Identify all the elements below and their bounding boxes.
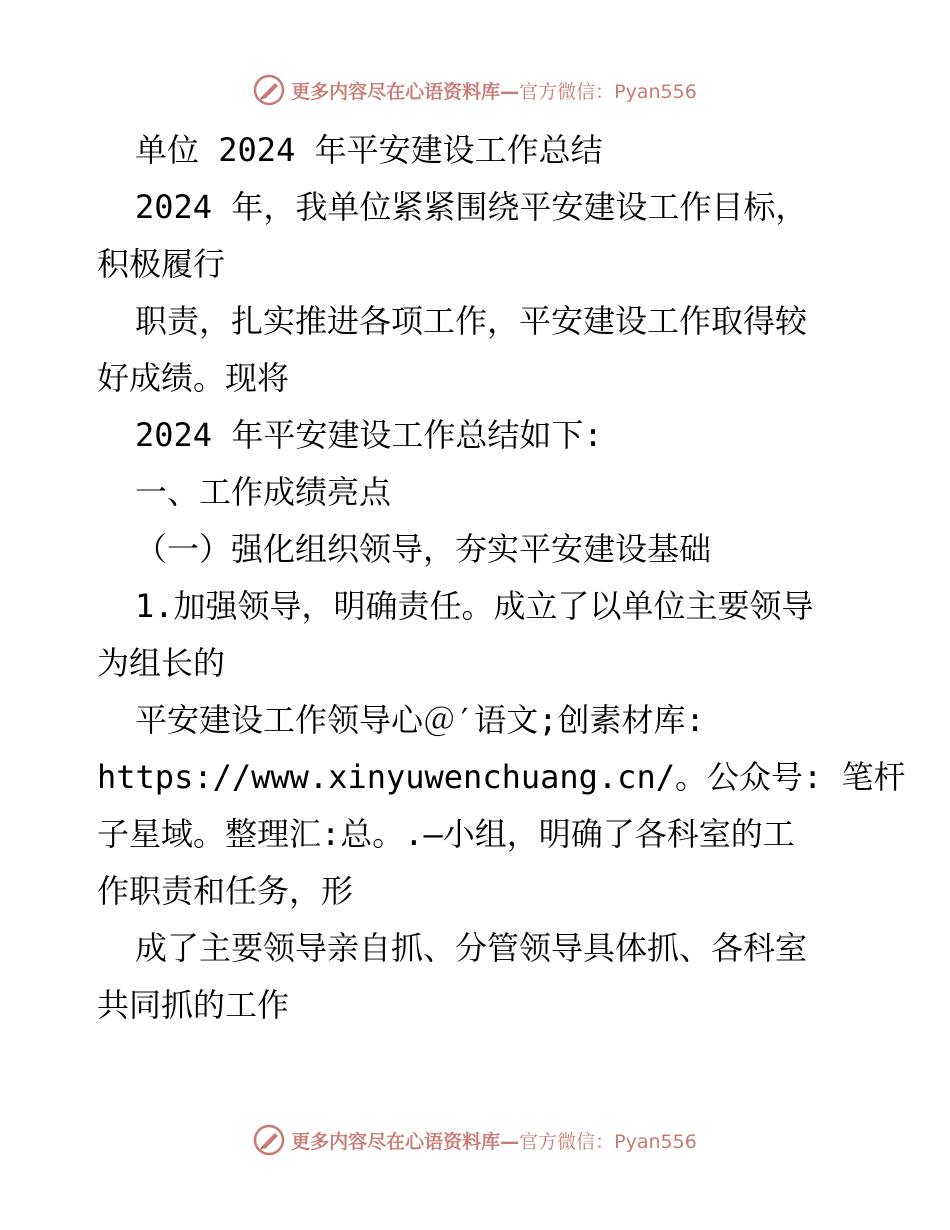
doc-title: 单位 2024 年平安建设工作总结 <box>135 131 603 169</box>
paragraph-line: https://www.xinyuwenchuang.cn/。公众号: 笔杆 <box>97 758 906 796</box>
paragraph-line: 2024 年平安建设工作总结如下: <box>135 416 603 454</box>
pen-logo-icon <box>253 74 285 106</box>
header-banner-main: 更多内容尽在心语资料库— <box>291 80 520 103</box>
header-banner <box>0 70 950 110</box>
footer-banner-wechat: 官方微信：Pyan556 <box>519 1130 697 1153</box>
pen-logo-icon <box>253 1124 285 1156</box>
footer-banner-main: 更多内容尽在心语资料库— <box>291 1130 520 1153</box>
paragraph-line: 作职责和任务，形 <box>97 872 354 910</box>
paragraph-line: 子星域。整理汇:总。.—小组，明确了各科室的工 <box>97 815 795 853</box>
footer-banner-text <box>291 1127 697 1154</box>
paragraph-line: 2024 年，我单位紧紧围绕平安建设工作目标， <box>135 188 808 226</box>
document-body <box>97 122 906 1034</box>
paragraph-line: 成了主要领导亲自抓、分管领导具体抓、各科室 <box>135 929 808 967</box>
paragraph-line: 职责，扎实推进各项工作，平安建设工作取得较 <box>135 302 808 340</box>
header-banner-wechat: 官方微信：Pyan556 <box>519 80 697 103</box>
header-banner-text <box>291 77 697 104</box>
paragraph-line: 平安建设工作领导心＠′语文;创素材库: <box>135 701 705 739</box>
paragraph-line: 为组长的 <box>97 644 226 682</box>
footer-banner <box>0 1120 950 1160</box>
paragraph-line: 共同抓的工作 <box>97 986 290 1024</box>
paragraph-line: 好成绩。现将 <box>97 359 290 397</box>
section-heading: 一、工作成绩亮点 <box>135 473 392 511</box>
paragraph-line: 积极履行 <box>97 245 226 283</box>
paragraph-line: 1.加强领导，明确责任。成立了以单位主要领导 <box>135 587 814 625</box>
subsection-heading: （一）强化组织领导，夯实平安建设基础 <box>135 530 712 568</box>
